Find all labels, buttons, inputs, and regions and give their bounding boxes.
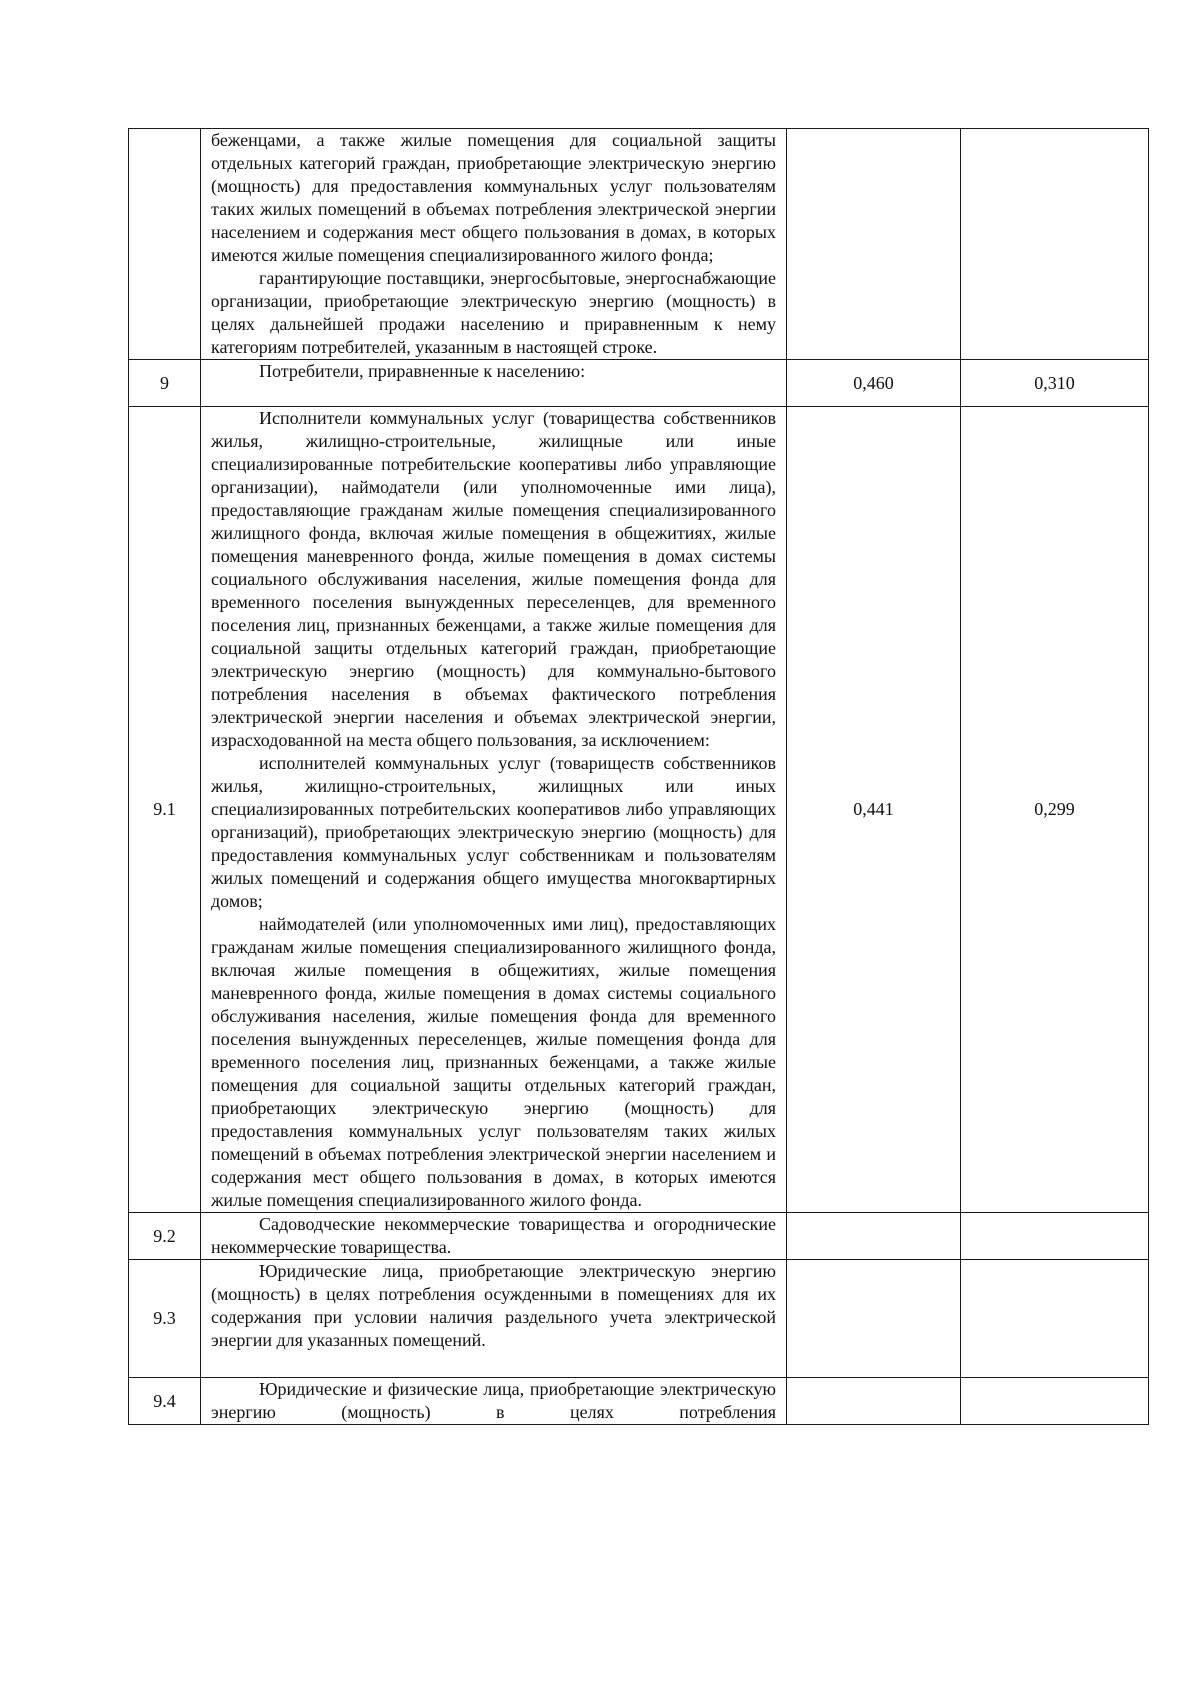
- row-paragraph: Юридические и физические лица, приобретающие электрическую энергию (мощность) в целях потребления: [211, 1379, 776, 1422]
- row-description-cell: [201, 360, 787, 407]
- row-paragraph: исполнителей коммунальных услуг (товариществ собственников жилья, жилищно-строительных, жилищных или иных специализированных потребительских кооперативов либо управляющих организаций), приобретающих электрическую энергию (мощность) для предоставления коммунальных услуг собственникам и пользователям жилых помещений и содержания общего имущества многоквартирных домов;: [211, 753, 776, 911]
- row-number-cell: 9.2: [129, 1213, 201, 1260]
- table-row: [129, 360, 1149, 407]
- row-description-cell: [201, 1260, 787, 1378]
- value2-cell: 0,299: [961, 407, 1149, 1213]
- row-number-cell: 9.4: [129, 1378, 201, 1425]
- table-row: [129, 1378, 1149, 1425]
- row-number-cell: 9.3: [129, 1260, 201, 1378]
- value1-cell: [787, 1260, 961, 1378]
- table-row: [129, 1260, 1149, 1378]
- row-paragraph: Садоводческие некоммерческие товарищества и огороднические некоммерческие товарищества.: [211, 1214, 776, 1257]
- tariff-table: [128, 128, 1149, 1425]
- value2-cell: [961, 1213, 1149, 1260]
- value2-cell: [961, 1260, 1149, 1378]
- row-number-cell: 9: [129, 360, 201, 407]
- row-paragraph: Исполнители коммунальных услуг (товарищества собственников жилья, жилищно-строительные, жилищные или иные специализированные потребительские кооперативы либо управляющие организации), наймодатели (или уполномоченные ими лица), предоставляющие гражданам жилые помещения специализированного жилищного фонда, включая жилые помещения в общежитиях, жилые помещения маневренного фонда, жилые помещения в домах системы социального обслуживания населения, жилые помещения фонда для временного поселения вынужденных переселенцев, для временного поселения лиц, признанных беженцами, а также жилые помещения для социальной защиты отдельных категорий граждан, приобретающие электрическую энергию (мощность) для коммунально-бытового потребления населения в объемах фактического потребления электрической энергии населения и объемах электрической энергии, израсходованной на места общего пользования, за исключением:: [211, 408, 776, 750]
- row-paragraph: гарантирующие поставщики, энергосбытовые, энергоснабжающие организации, приобретающие электрическую энергию (мощность) в целях дальнейшей продажи населению и приравненным к нему категориям потребителей, указанным в настоящей строке.: [211, 268, 776, 357]
- table-row: [129, 407, 1149, 1213]
- value1-cell: 0,460: [787, 360, 961, 407]
- value1-cell: [787, 1213, 961, 1260]
- row-number-cell: 9.1: [129, 407, 201, 1213]
- row-description-cell: [201, 1378, 787, 1425]
- row-number-cell: [129, 129, 201, 360]
- row-description-cell: [201, 129, 787, 360]
- value2-cell: 0,310: [961, 360, 1149, 407]
- row-paragraph: наймодателей (или уполномоченных ими лиц), предоставляющих гражданам жилые помещения специализированного жилищного фонда, включая жилые помещения в общежитиях, жилые помещения маневренного фонда, жилые помещения в домах системы социального обслуживания населения, жилые помещения фонда для временного поселения вынужденных переселенцев, жилые помещения фонда для временного поселения лиц, признанных беженцами, а также жилые помещения для социальной защиты отдельных категорий граждан, приобретающих электрическую энергию (мощность) для предоставления коммунальных услуг пользователям таких жилых помещений в объемах потребления электрической энергии населением и содержания мест общего пользования в домах, в которых имеются жилые помещения специализированного жилого фонда.: [211, 914, 776, 1210]
- table-row: [129, 129, 1149, 360]
- table-row: [129, 1213, 1149, 1260]
- value2-cell: [961, 1378, 1149, 1425]
- row-paragraph: беженцами, а также жилые помещения для социальной защиты отдельных категорий граждан, приобретающие электрическую энергию (мощность) для предоставления коммунальных услуг пользователям таких жилых помещений в объемах потребления электрической энергии населением и содержания мест общего пользования в домах, в которых имеются жилые помещения специализированного жилого фонда;: [211, 130, 776, 265]
- row-description-cell: [201, 1213, 787, 1260]
- value2-cell: [961, 129, 1149, 360]
- value1-cell: [787, 129, 961, 360]
- row-paragraph: Потребители, приравненные к населению:: [259, 361, 586, 381]
- value1-cell: 0,441: [787, 407, 961, 1213]
- row-description-cell: [201, 407, 787, 1213]
- row-paragraph: Юридические лица, приобретающие электрическую энергию (мощность) в целях потребления осужденными в помещениях для их содержания при условии наличия раздельного учета электрической энергии для указанных помещений.: [211, 1261, 776, 1350]
- value1-cell: [787, 1378, 961, 1425]
